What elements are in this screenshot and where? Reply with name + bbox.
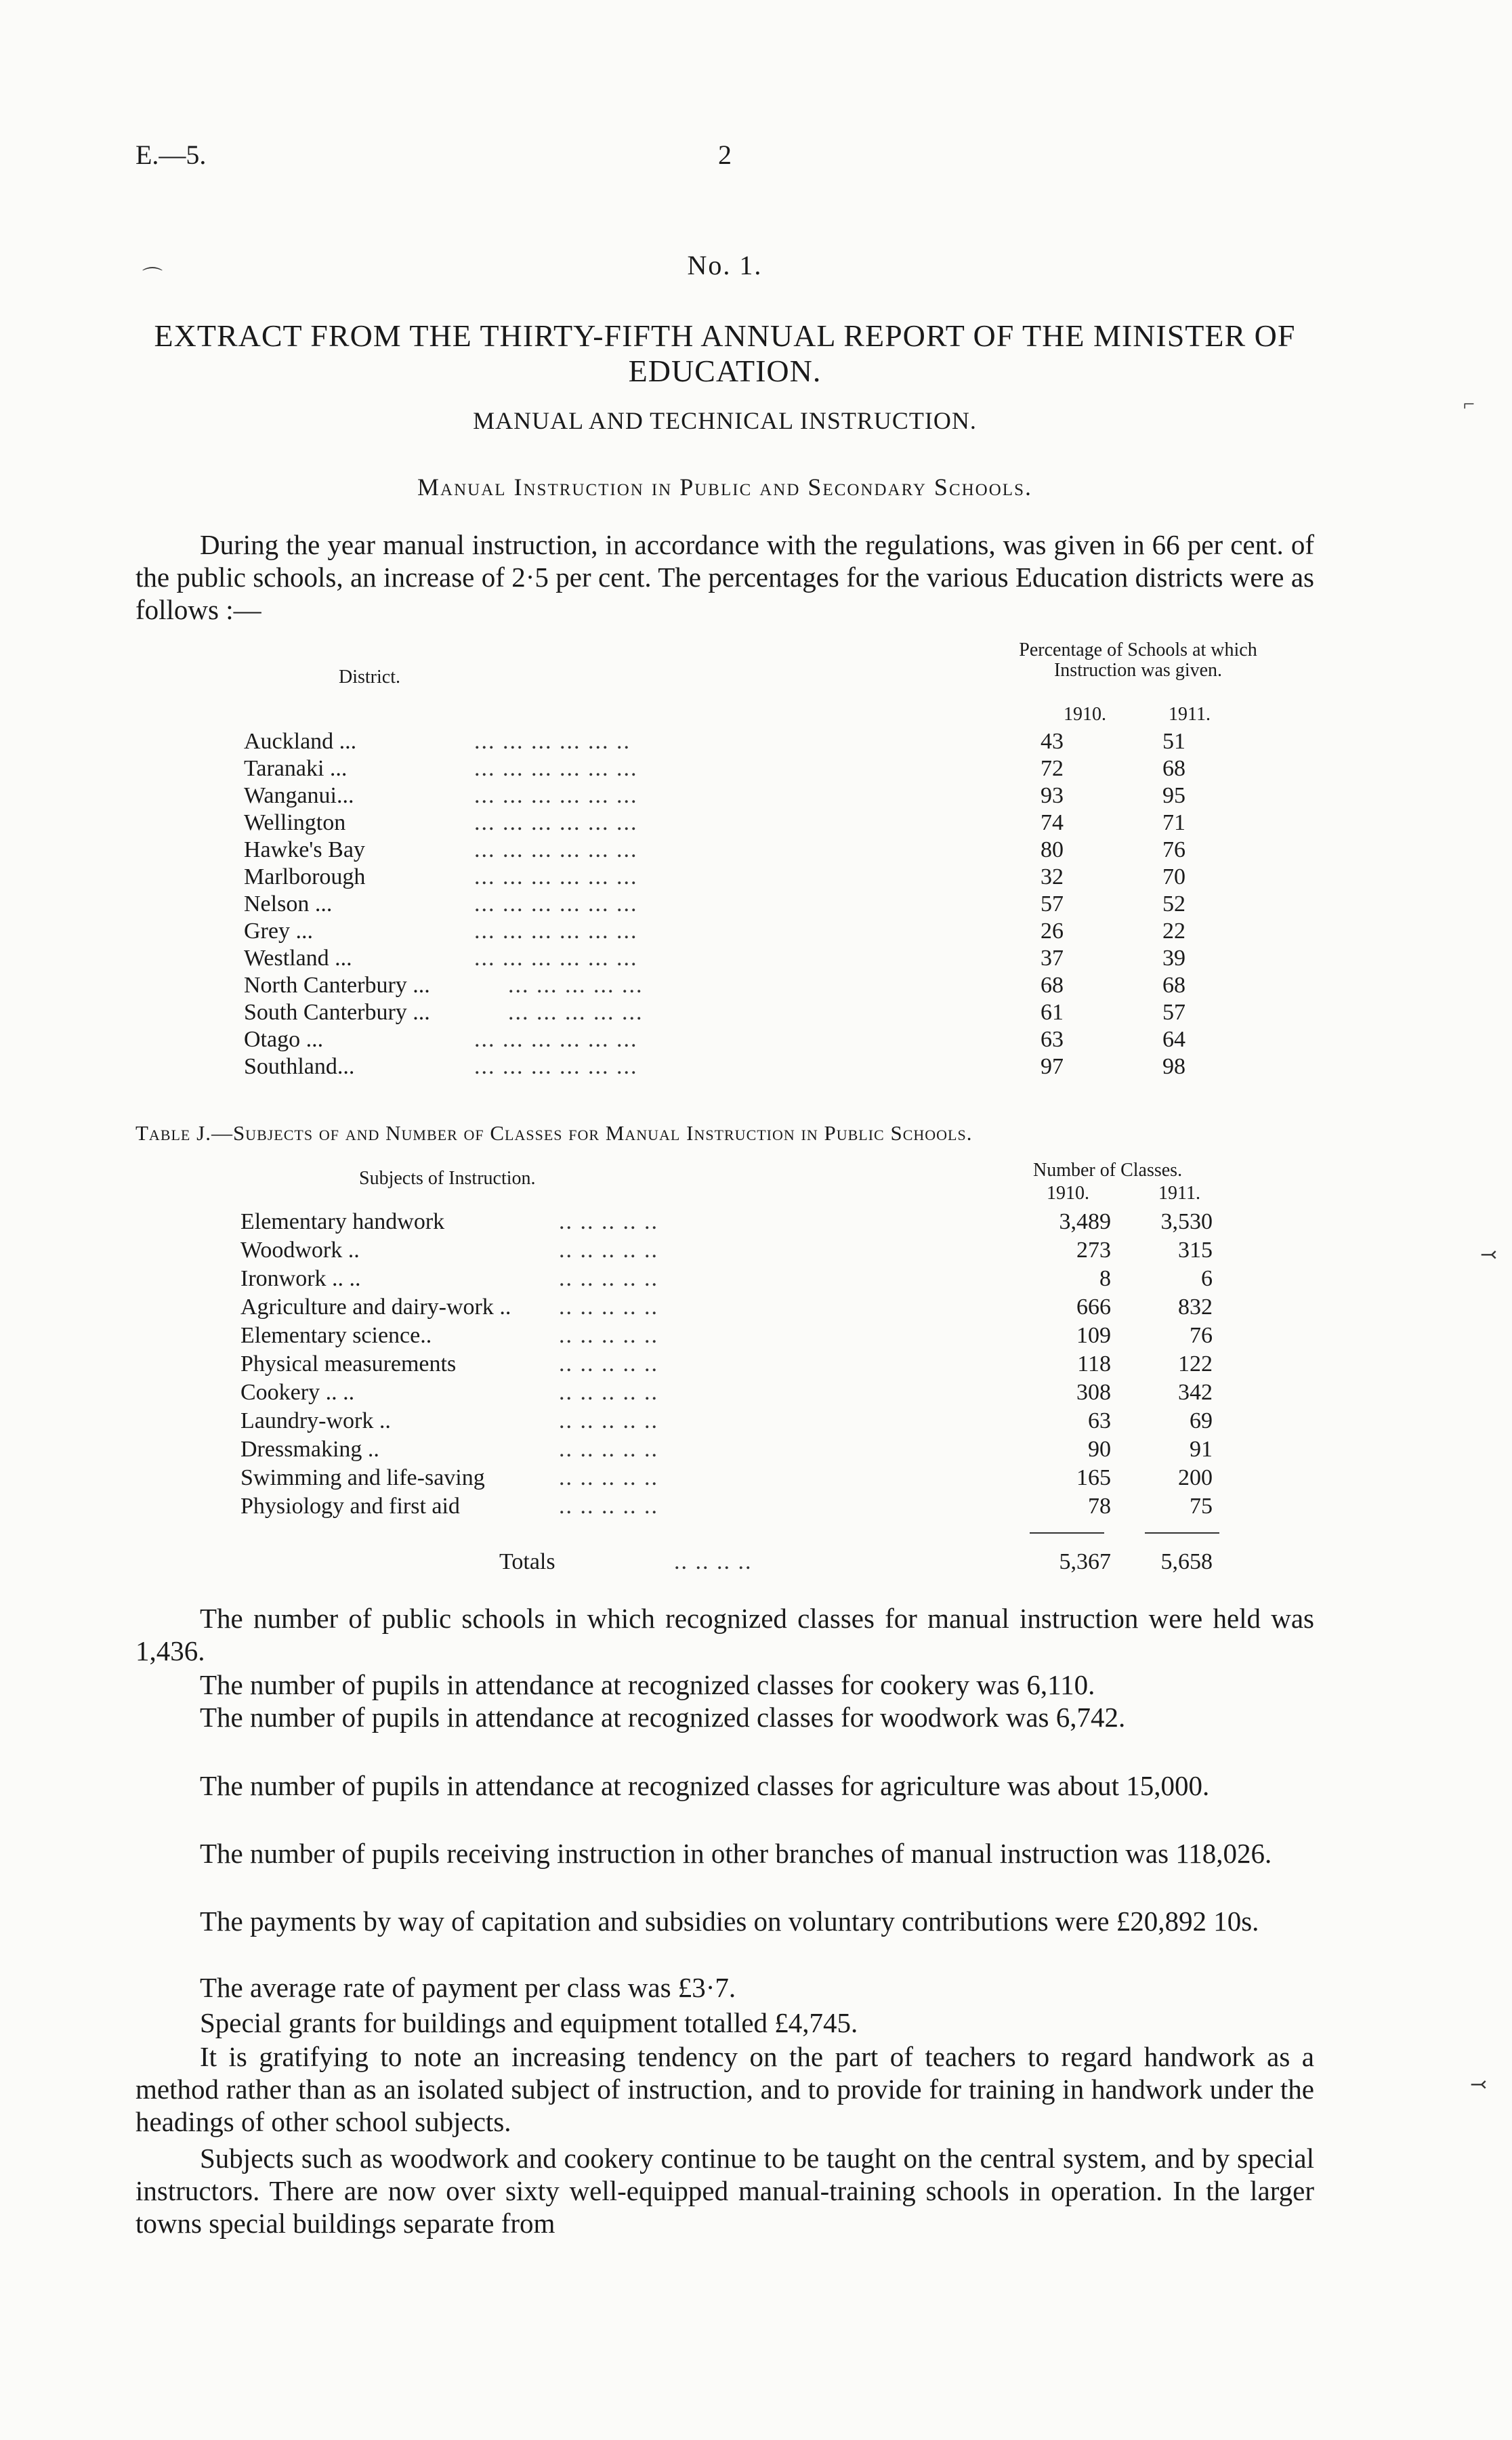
value-1911: 51 [1162,729,1185,754]
leader-dots: ... ... ... ... ... ... [474,1054,638,1079]
subjects-column-header: Subjects of Instruction. [359,1168,536,1189]
table-j-year-1910-header: 1910. [1047,1183,1089,1204]
value-1911: 70 [1162,864,1185,889]
print-mark-icon: ⌐ [1463,393,1475,415]
document-reference: E.—5. [135,140,207,170]
leader-dots: ... ... ... ... ... .. [474,729,631,754]
subject-name: Elementary science.. [240,1323,432,1348]
subject-name: Physiology and first aid [240,1494,460,1519]
value-1911: 76 [1162,837,1185,862]
value-1910: 308 [1076,1380,1111,1405]
leader-dots: ... ... ... ... ... ... [474,1027,638,1052]
subject-name: Cookery .. .. [240,1380,355,1405]
value-1910: 90 [1088,1437,1111,1462]
paragraph [135,1837,1314,1870]
value-1911: 200 [1178,1465,1213,1490]
leader-dots: .. .. .. .. .. [559,1209,658,1234]
value-1911: 68 [1162,973,1185,998]
document-number: No. 1. [687,250,763,280]
district-column-header: District. [339,667,400,688]
paragraph [135,2006,1314,2039]
table-row [240,1350,1257,1379]
paragraph [135,1769,1314,1802]
value-1911: 98 [1162,1054,1185,1079]
value-1910: 37 [1041,946,1064,971]
intro-text: During the year manual instruction, in accordance with the regulations, was given in 66 per cent. of the public schools, an increase of 2·5 per cent. The percentages for the various Education districts were as follows :— [135,529,1314,625]
table-row [240,1492,1257,1521]
value-1911: 832 [1178,1295,1213,1320]
value-1911: 122 [1178,1351,1213,1376]
district-name: Southland... [244,1054,355,1079]
value-1910: 273 [1076,1238,1111,1263]
leader-dots: .. .. .. .. .. [559,1465,658,1490]
intro-paragraph [135,528,1314,626]
print-mark-icon: ⤙ [1480,1244,1498,1266]
paragraph [135,1905,1314,1937]
table-row [244,837,1260,864]
value-1910: 63 [1088,1408,1111,1433]
table-row [244,999,1260,1026]
paragraph-text: Special grants for buildings and equipment totalled £4,745. [200,2007,858,2038]
value-1910: 43 [1041,729,1064,754]
district-name: Taranaki ... [244,756,348,781]
page-number: 2 [718,140,732,170]
leader-dots: ... ... ... ... ... ... [474,756,638,781]
district-name: Westland ... [244,946,352,971]
value-1910: 8 [1099,1266,1111,1291]
value-1911: 64 [1162,1027,1185,1052]
table-row [240,1208,1257,1236]
report-title: EXTRACT FROM THE THIRTY-FIFTH ANNUAL REPORT OF THE MINISTER OF EDUCATION. [154,318,1296,388]
value-1911: 69 [1190,1408,1213,1433]
leader-dots: .. .. .. .. .. [559,1238,658,1263]
value-1910: 165 [1076,1465,1111,1490]
value-1910: 80 [1041,837,1064,862]
leader-dots: .. .. .. .. .. [559,1380,658,1405]
year-1911-header: 1911. [1169,704,1211,725]
table-row [244,972,1260,999]
table-row [244,728,1260,755]
paragraph [135,2040,1314,2138]
table-row [244,918,1260,945]
table-row [240,1322,1257,1350]
paragraph-text: It is gratifying to note an increasing tendency on the part of teachers to regard handwork as a method rather than as an isolated subject of instruction, and to provide for training in handwork under the headings of other school subjects. [135,2041,1314,2137]
leader-dots: ... ... ... ... ... ... [474,864,638,889]
print-mark-icon: ⤙ [1470,2074,1488,2096]
value-1910: 57 [1041,891,1064,917]
table-row [244,755,1260,782]
value-1910: 93 [1041,783,1064,808]
table-row [240,1293,1257,1322]
value-1911: 342 [1178,1380,1213,1405]
subject-name: Woodwork .. [240,1238,360,1263]
paragraph-text: The payments by way of capitation and subsidies on voluntary contributions were £20,892 10s. [200,1906,1259,1937]
number-of-classes-header: Number of Classes. [1033,1160,1183,1181]
table-row [240,1435,1257,1464]
value-1911: 57 [1162,1000,1185,1025]
value-1910: 97 [1041,1054,1064,1079]
totals-rule-1911 [1145,1532,1219,1534]
leader-dots: ... ... ... ... ... ... [474,919,638,944]
district-name: Grey ... [244,919,313,944]
subject-name: Elementary handwork [240,1209,445,1234]
value-1911: 39 [1162,946,1185,971]
totals-rule-1910 [1030,1532,1104,1534]
table-row [240,1407,1257,1435]
table-j-year-1911-header: 1911. [1158,1183,1200,1204]
district-name: Otago ... [244,1027,324,1052]
year-1910-header: 1910. [1064,704,1106,725]
table-row [240,1379,1257,1407]
district-name: Hawke's Bay [244,837,365,862]
paragraph [135,2142,1314,2239]
table-row [240,1464,1257,1492]
leader-dots: ... ... ... ... ... ... [474,891,638,917]
value-1910: 32 [1041,864,1064,889]
value-1910: 118 [1077,1351,1111,1376]
print-mark-icon: ⌒ [142,267,163,289]
table-row [244,1026,1260,1053]
leader-dots: .. .. .. .. [674,1549,753,1574]
table-j-title: Table J.—Subjects of and Number of Classes for Manual Instruction in Public Schools. [135,1121,973,1145]
sub-title: Manual Instruction in Public and Secondary Schools. [417,474,1032,501]
value-1910: 61 [1041,1000,1064,1025]
value-1910: 666 [1076,1295,1111,1320]
table-row [240,1265,1257,1293]
paragraph [135,1701,1314,1733]
subject-name: Agriculture and dairy-work .. [240,1295,511,1320]
leader-dots: ... ... ... ... ... [508,1000,644,1025]
value-1910: 78 [1088,1494,1111,1519]
table-row [244,945,1260,972]
paragraph-text: Subjects such as woodwork and cookery continue to be taught on the central system, and by special instructors. There are now over sixty well-equipped manual-training schools in operation. In the larger towns special buildings separate from [135,2143,1314,2239]
paragraph-text: The average rate of payment per class was £3·7. [200,1972,736,2003]
district-name: South Canterbury ... [244,1000,430,1025]
value-1910: 72 [1041,756,1064,781]
value-1911: 22 [1162,919,1185,944]
leader-dots: .. .. .. .. .. [559,1437,658,1462]
district-name: Wellington [244,810,346,835]
leader-dots: .. .. .. .. .. [559,1494,658,1519]
value-1911: 91 [1190,1437,1213,1462]
district-name: Wanganui... [244,783,354,808]
value-1911: 75 [1190,1494,1213,1519]
value-1910: 109 [1076,1323,1111,1348]
table-row [244,809,1260,837]
paragraph-text: The number of pupils in attendance at recognized classes for agriculture was about 15,000. [200,1770,1210,1801]
value-1911: 3,530 [1160,1209,1213,1234]
totals-label: Totals [499,1549,555,1574]
district-name: Auckland ... [244,729,357,754]
value-1910: 26 [1041,919,1064,944]
table-row [244,782,1260,809]
value-1911: 76 [1190,1323,1213,1348]
paragraph [135,1668,1314,1701]
table-row [244,864,1260,891]
paragraph-text: The number of pupils receiving instruction in other branches of manual instruction was 118,026. [200,1838,1272,1869]
value-1911: 68 [1162,756,1185,781]
paragraph [135,1602,1314,1667]
paragraph-text: The number of pupils in attendance at recognized classes for cookery was 6,110. [200,1669,1095,1700]
subject-name: Ironwork .. .. [240,1266,361,1291]
leader-dots: ... ... ... ... ... [508,973,644,998]
leader-dots: .. .. .. .. .. [559,1408,658,1433]
value-1911: 6 [1201,1266,1213,1291]
value-1910: 74 [1041,810,1064,835]
table-row [240,1236,1257,1265]
leader-dots: .. .. .. .. .. [559,1266,658,1291]
value-1910: 3,489 [1059,1209,1111,1234]
subject-name: Physical measurements [240,1351,457,1376]
leader-dots: ... ... ... ... ... ... [474,946,638,971]
district-name: Marlborough [244,864,366,889]
value-1911: 95 [1162,783,1185,808]
paragraph-text: The number of public schools in which recognized classes for manual instruction were held was 1,436. [135,1603,1314,1666]
total-1910: 5,367 [1059,1549,1111,1574]
district-name: Nelson ... [244,891,333,917]
subject-name: Dressmaking .. [240,1437,379,1462]
table-row [244,891,1260,918]
leader-dots: .. .. .. .. .. [559,1295,658,1320]
subject-name: Swimming and life-saving [240,1465,485,1490]
leader-dots: .. .. .. .. .. [559,1351,658,1376]
paragraph [135,1971,1314,2004]
leader-dots: .. .. .. .. .. [559,1323,658,1348]
leader-dots: ... ... ... ... ... ... [474,837,638,862]
value-1911: 315 [1178,1238,1213,1263]
value-1911: 52 [1162,891,1185,917]
leader-dots: ... ... ... ... ... ... [474,783,638,808]
value-1910: 63 [1041,1027,1064,1052]
table-row [244,1053,1260,1080]
value-1910: 68 [1041,973,1064,998]
district-name: North Canterbury ... [244,973,430,998]
value-1911: 71 [1162,810,1185,835]
percentage-column-header: Percentage of Schools at which Instruction was given. [1019,639,1257,681]
leader-dots: ... ... ... ... ... ... [474,810,638,835]
total-1911: 5,658 [1160,1549,1213,1574]
section-title: MANUAL AND TECHNICAL INSTRUCTION. [473,407,977,434]
paragraph-text: The number of pupils in attendance at recognized classes for woodwork was 6,742. [200,1702,1126,1733]
subject-name: Laundry-work .. [240,1408,391,1433]
totals-row [240,1548,1257,1576]
